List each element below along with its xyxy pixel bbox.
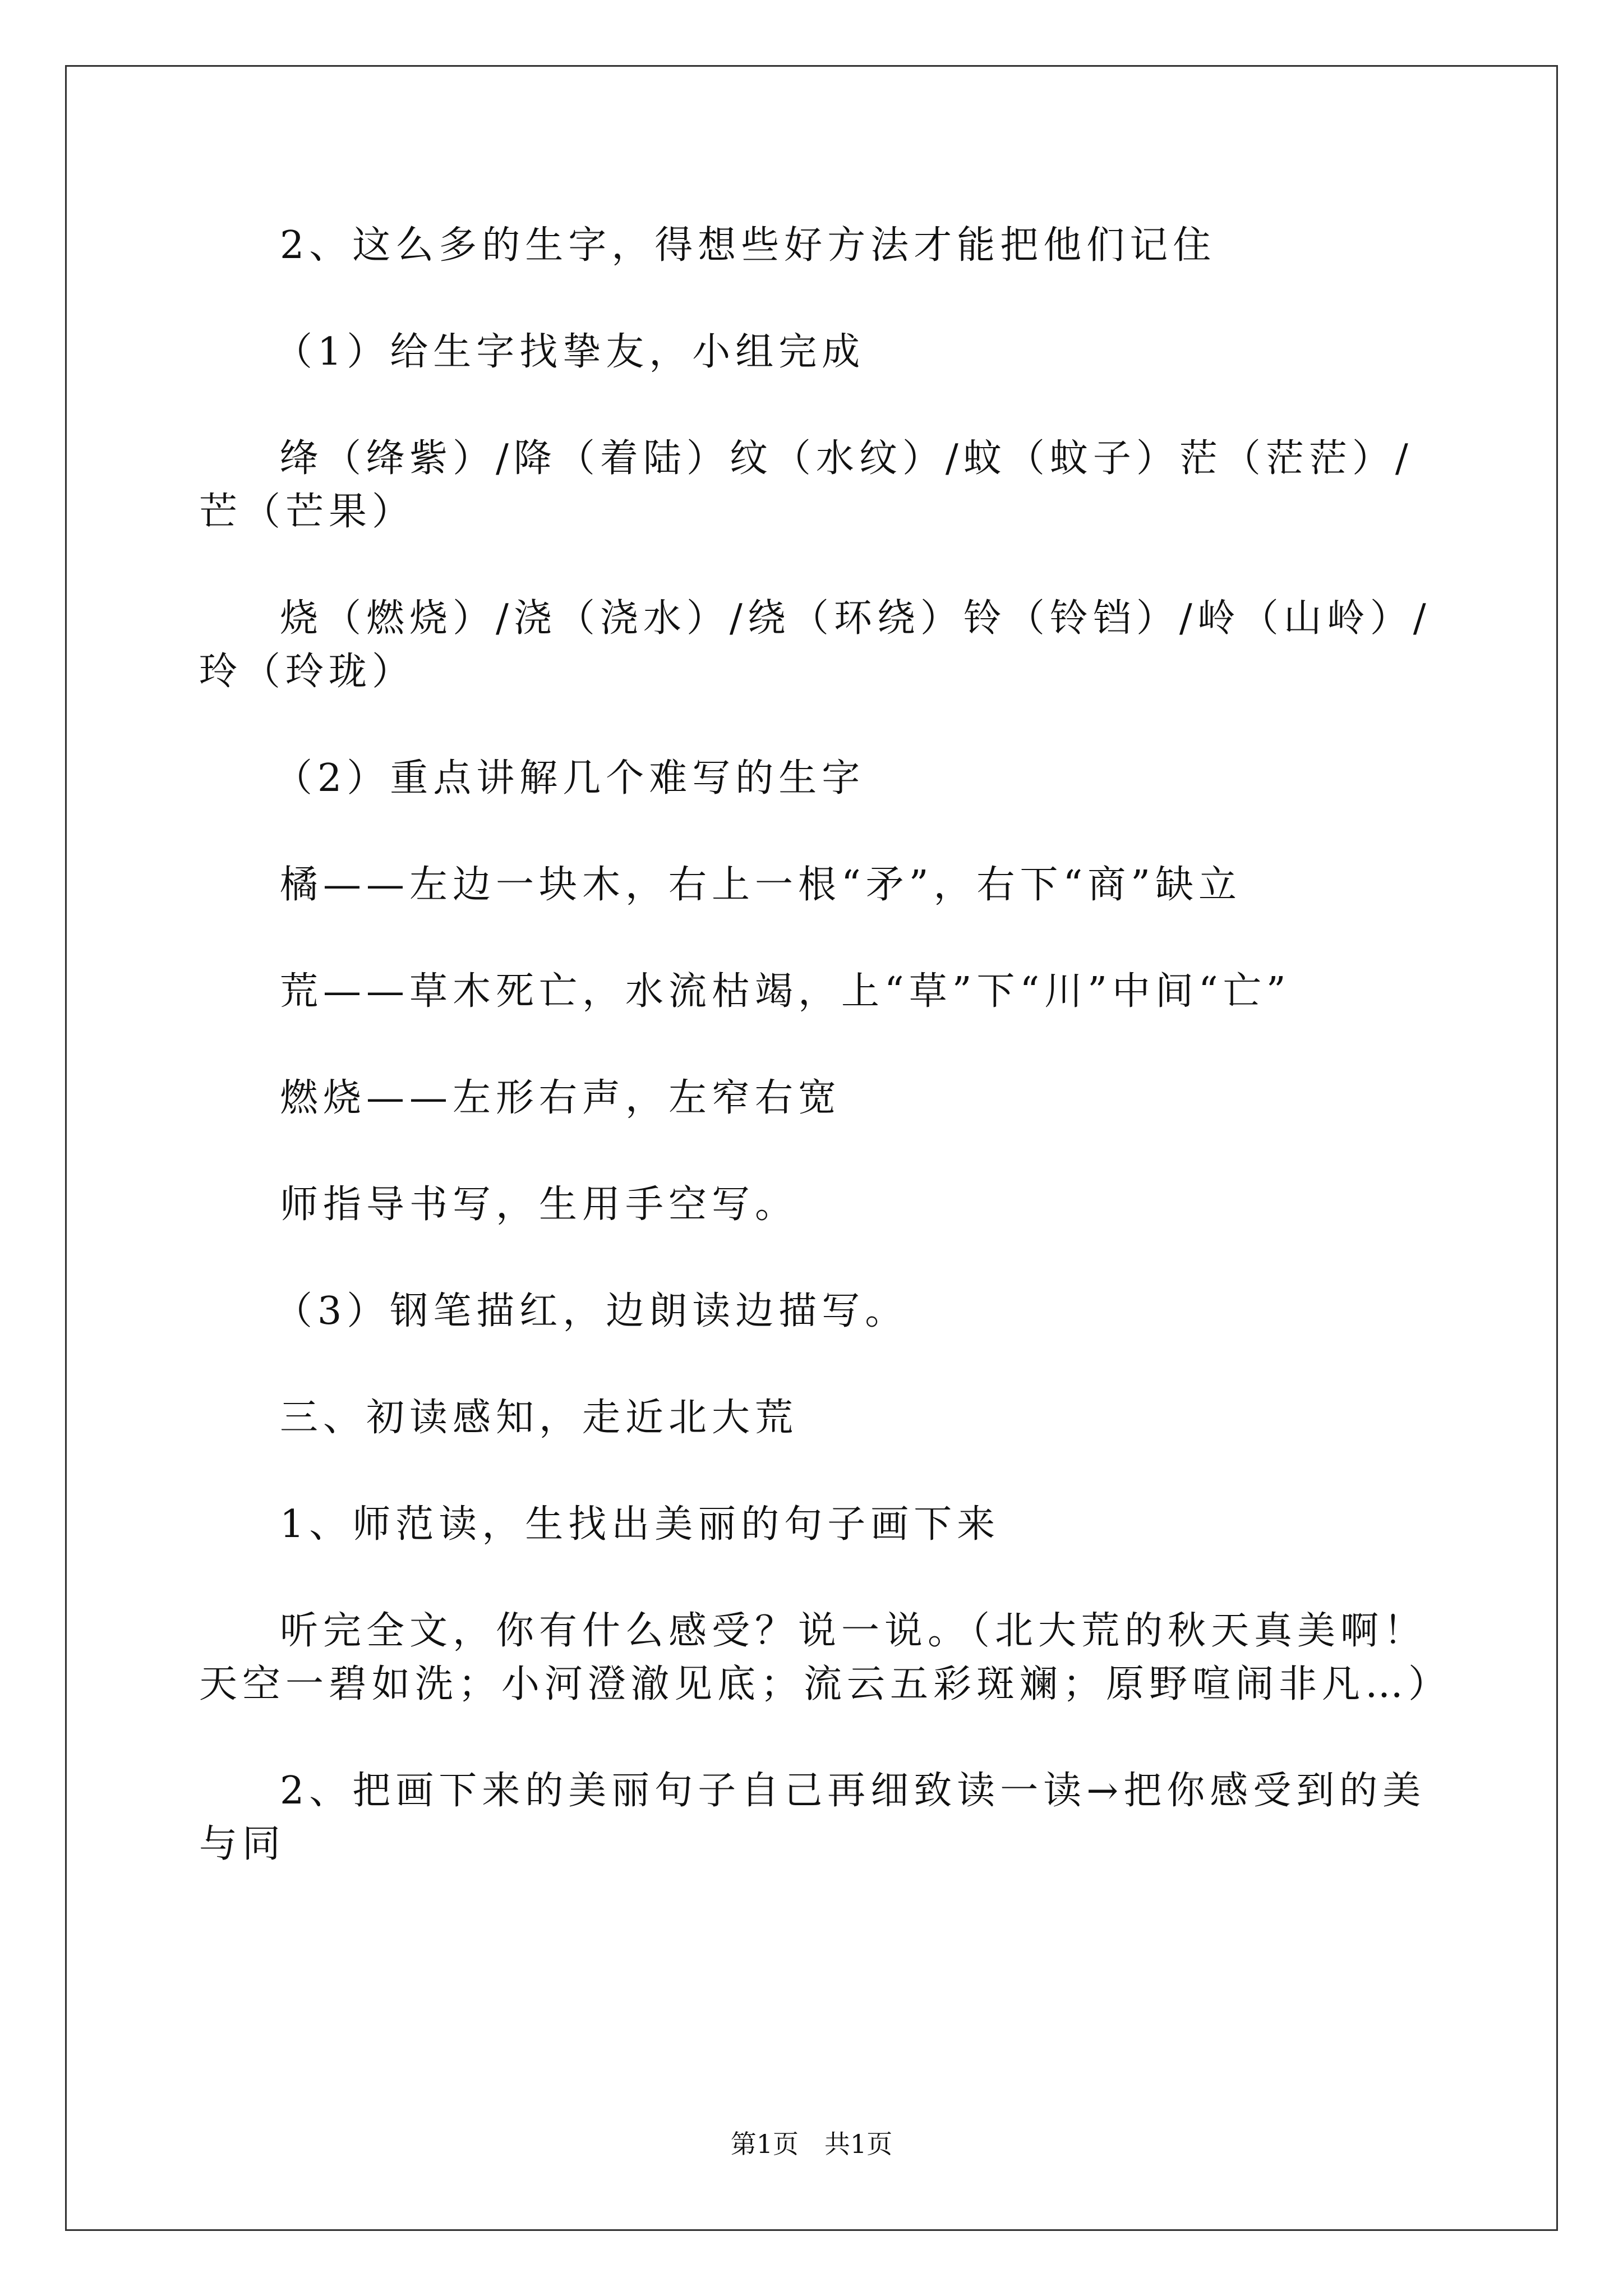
paragraph-4: 烧（燃烧）/浇（浇水）/绕（环绕）铃（铃铛）/岭（山岭）/玲（玲珑） — [199, 596, 1431, 694]
paragraph-14: 2、把画下来的美丽句子自己再细致读一读→把你感受到的美与同 — [199, 1769, 1426, 1866]
paragraph-8: 燃烧——左形右声，左窄右宽 — [280, 1076, 842, 1120]
paragraph-6: 橘——左边一块木，右上一根“矛”，右下“商”缺立 — [280, 863, 1242, 907]
paragraph-9: 师指导书写，生用手空写。 — [280, 1182, 799, 1227]
paragraph-2: （1）给生字找挚友，小组完成 — [274, 330, 865, 374]
paragraph-7: 荒——草木死亡，水流枯竭，上“草”下“川”中间“亡” — [280, 969, 1291, 1014]
paragraph-1: 2、这么多的生字，得想些好方法才能把他们记住 — [280, 223, 1216, 268]
paragraph-3: 绛（绛紫）/降（着陆）纹（水纹）/蚊（蚊子）茫（茫茫）/芒（芒果） — [199, 436, 1413, 534]
paragraph-10: （3）钢笔描红，边朗读边描写。 — [274, 1289, 909, 1333]
paragraph-12: 1、师范读，生找出美丽的句子画下来 — [280, 1502, 1000, 1547]
document-body — [199, 219, 1452, 1924]
paragraph-11: 三、初读感知，走近北大荒 — [280, 1396, 799, 1440]
paragraph-5: （2）重点讲解几个难写的生字 — [274, 756, 865, 800]
page-footer: 第1页 共1页 — [730, 2129, 893, 2159]
paragraph-13: 听完全文，你有什么感受？说一说。（北大荒的秋天真美啊！天空一碧如洗；小河澄澈见底；流云五彩斑斓；原野喧闹非凡…） — [199, 1609, 1452, 1706]
